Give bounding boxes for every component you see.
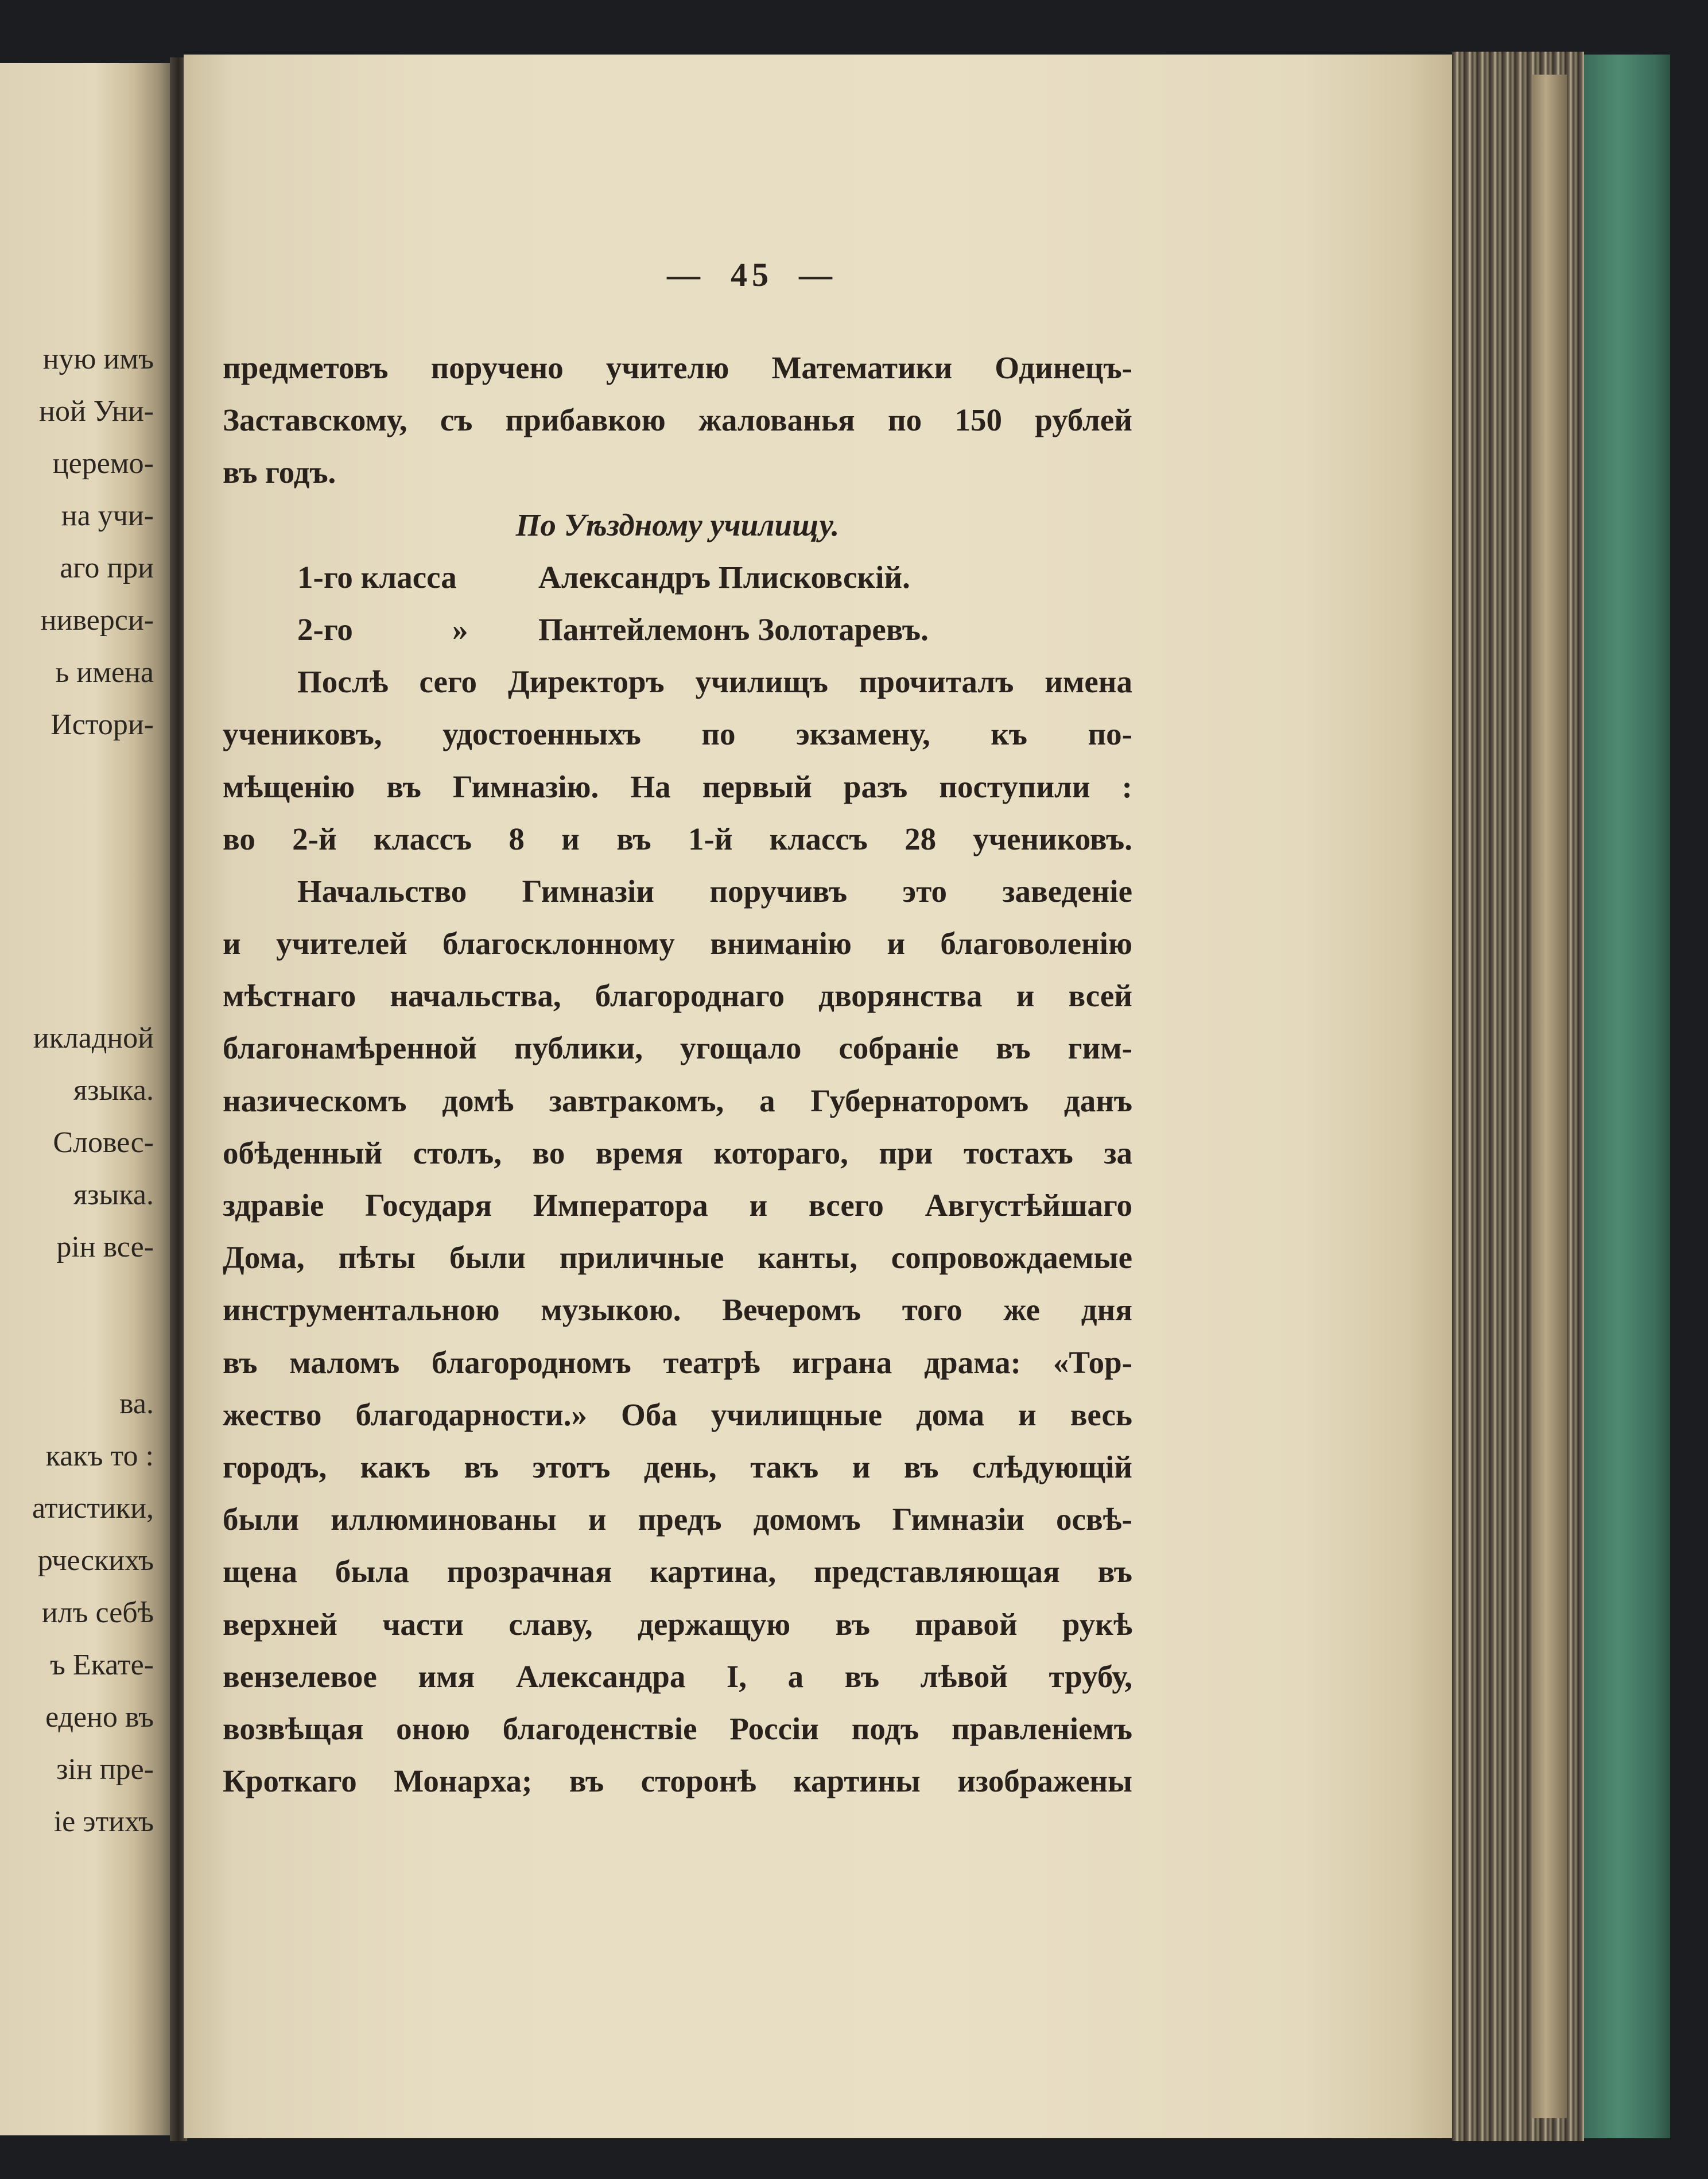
text-line: Заставскому, съ прибавкою жалованья по 150 рублей <box>223 402 1132 438</box>
ditto-mark: » <box>452 611 468 647</box>
prev-line <box>0 908 154 960</box>
text-line: возвѣщая оною благоденствіе Россіи подъ правленіемъ <box>223 1711 1132 1746</box>
prev-line: рческихъ <box>37 1544 154 1577</box>
prev-line: рін все- <box>56 1231 154 1263</box>
award-class: 1-го класса <box>297 559 457 595</box>
prev-line <box>0 960 154 1012</box>
prev-line: ь имена <box>55 656 154 689</box>
text-line: благонамѣренной публики, угощало собраніе въ гим- <box>223 1030 1132 1066</box>
text-line: были иллюминованы и предъ домомъ Гимназіи освѣ- <box>223 1502 1132 1537</box>
text-line: жество благодарности.» Оба училищные дома и весь <box>223 1397 1132 1432</box>
prev-line <box>0 1273 154 1325</box>
text-line: Кроткаго Монарха; въ сторонѣ картины изображены <box>223 1763 1132 1799</box>
award-student: Пантейлемонъ Золотаревъ. <box>538 611 929 647</box>
prev-line <box>0 855 154 908</box>
prev-line <box>0 803 154 855</box>
text-line: обѣденный столъ, во время котораго, при тостахъ за <box>223 1135 1132 1170</box>
text-line: инструментальною музыкою. Вечеромъ того же дня <box>223 1292 1132 1328</box>
text-line: въ годъ. <box>223 455 336 490</box>
prev-line: ную имъ <box>42 343 154 375</box>
previous-page <box>0 63 172 2135</box>
book-cover <box>1584 55 1670 2138</box>
prev-line: ъ Екате- <box>50 1649 154 1681</box>
prev-line: аго при <box>60 552 154 584</box>
page-number: — 45 — <box>667 256 837 293</box>
previous-page-text <box>0 333 154 1848</box>
prev-line <box>0 751 154 803</box>
page-body <box>223 342 1132 1807</box>
prev-line: на учи- <box>61 499 154 532</box>
prev-line: ниверси- <box>40 604 154 637</box>
section-heading: По Уѣздному училищу. <box>515 507 840 542</box>
text-line: щена была прозрачная картина, представляющая въ <box>223 1554 1132 1589</box>
award-student: Александръ Плисковскій. <box>538 559 910 595</box>
text-line: Дома, пѣты были приличные канты, сопровождаемые <box>223 1240 1132 1275</box>
text-line: и учителей благосклонному вниманію и благоволенію <box>223 926 1132 961</box>
text-line: верхней части славу, держащую въ правой рукѣ <box>223 1606 1132 1642</box>
prev-line: зін пре- <box>56 1753 154 1786</box>
text-line: предметовъ поручено учителю Математики Одинецъ- <box>223 350 1132 385</box>
award-row <box>223 551 1132 603</box>
prev-line: Словес- <box>53 1126 154 1159</box>
prev-line: Истори- <box>51 708 154 741</box>
prev-line: едено въ <box>45 1701 154 1734</box>
prev-line: языка. <box>73 1074 154 1107</box>
text-line: учениковъ, удостоенныхъ по экзамену, къ по- <box>223 716 1132 752</box>
page-edges <box>1452 52 1584 2141</box>
prev-line: атистики, <box>32 1492 154 1525</box>
text-line: Послѣ сего Директоръ училищъ прочиталъ имена <box>297 664 1132 700</box>
award-row <box>223 603 1132 656</box>
prev-line: ва. <box>119 1387 154 1420</box>
prev-line <box>0 1325 154 1378</box>
text-line: вензелевое имя Александра I, а въ лѣвой трубу, <box>223 1658 1132 1694</box>
prev-line: церемо- <box>52 447 154 480</box>
prev-line: икладной <box>33 1022 154 1054</box>
text-line: мѣщенію въ Гимназію. На первый разъ поступили : <box>223 769 1132 804</box>
text-line: городъ, какъ въ этотъ день, такъ и въ слѣдующій <box>223 1449 1132 1484</box>
text-line: мѣстнаго начальства, благороднаго дворянства и всей <box>223 978 1132 1014</box>
award-class: 2-го <box>297 611 353 647</box>
text-line: здравіе Государя Императора и всего Августѣйшаго <box>223 1188 1132 1223</box>
text-line: во 2-й классъ 8 и въ 1-й классъ 28 учениковъ. <box>223 821 1132 856</box>
prev-line: илъ себѣ <box>41 1596 154 1629</box>
text-line: Начальство Гимназіи поручивъ это заведеніе <box>297 873 1132 909</box>
text-line: назическомъ домѣ завтракомъ, а Губернаторомъ данъ <box>223 1083 1132 1118</box>
prev-line: іе этихъ <box>53 1805 154 1838</box>
text-line: въ маломъ благородномъ театрѣ играна драма: «Тор- <box>223 1344 1132 1380</box>
prev-line: ной Уни- <box>39 395 154 428</box>
prev-line: какъ то : <box>45 1440 154 1472</box>
prev-line: языка. <box>73 1178 154 1211</box>
current-page <box>184 55 1458 2138</box>
page-edges-inner <box>1532 75 1567 2118</box>
